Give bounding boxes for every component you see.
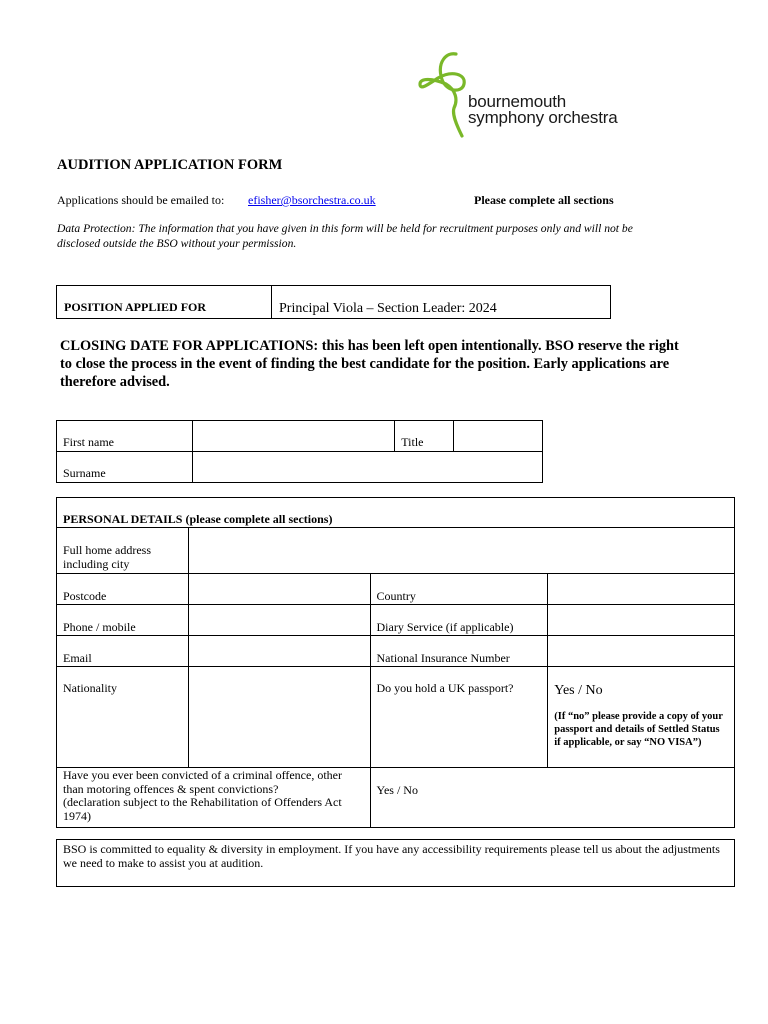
- email-link[interactable]: efisher@bsorchestra.co.uk: [248, 193, 376, 207]
- surname-label: Surname: [57, 452, 193, 483]
- treble-clef-icon: [416, 50, 476, 142]
- diary-label: Diary Service (if applicable): [370, 605, 548, 636]
- country-field[interactable]: [548, 574, 735, 605]
- first-name-label: First name: [57, 421, 193, 452]
- position-box: [56, 285, 611, 319]
- passport-note: (If “no” please provide a copy of your passport and details of Settled Status if applicable, or say “NO VISA”): [554, 711, 723, 748]
- email-field[interactable]: [188, 636, 370, 667]
- closing-date-note: CLOSING DATE FOR APPLICATIONS: this has been left open intentionally. BSO reserve the right to close the process in the event of finding the best candidate for the position. Early applications are therefore advised.: [60, 338, 679, 390]
- surname-field[interactable]: [192, 452, 542, 483]
- data-protection-note: Data Protection: The information that you have given in this form will be held for recruitment purposes only and will not be disclosed outside the BSO without your permission.: [57, 222, 633, 250]
- title-field[interactable]: [454, 421, 543, 452]
- criminal-answer[interactable]: Yes / No: [370, 768, 735, 828]
- criminal-question: Have you ever been convicted of a criminal offence, other than motoring offences & spent convictions? (declaration subject to the Rehabilitation of Offenders Act 1974): [57, 768, 371, 828]
- ni-label: National Insurance Number: [370, 636, 548, 667]
- equality-statement: BSO is committed to equality & diversity in employment. If you have any accessibility requirements please tell us about the adjustments we need to make to assist you at audition.: [56, 839, 735, 887]
- title-label: Title: [395, 421, 454, 452]
- email-label: Email: [57, 636, 189, 667]
- uk-passport-label: Do you hold a UK passport?: [370, 667, 548, 768]
- logo-line-2: symphony orchestra: [468, 108, 618, 127]
- ni-field[interactable]: [548, 636, 735, 667]
- address-field[interactable]: [188, 528, 734, 574]
- nationality-field[interactable]: [188, 667, 370, 768]
- names-table: [56, 420, 543, 483]
- postcode-label: Postcode: [57, 574, 189, 605]
- diary-field[interactable]: [548, 605, 735, 636]
- personal-details-heading: PERSONAL DETAILS (please complete all sections): [57, 498, 735, 528]
- address-label: Full home address including city: [57, 528, 189, 574]
- email-instruction: Applications should be emailed to:: [57, 193, 225, 207]
- bso-logo: [416, 50, 656, 142]
- phone-field[interactable]: [188, 605, 370, 636]
- personal-details-table: [56, 497, 735, 828]
- phone-label: Phone / mobile: [57, 605, 189, 636]
- first-name-field[interactable]: [192, 421, 394, 452]
- country-label: Country: [370, 574, 548, 605]
- passport-answer[interactable]: Yes / No: [554, 683, 603, 698]
- position-value: Principal Viola – Section Leader: 2024: [279, 301, 497, 316]
- position-label: POSITION APPLIED FOR: [57, 286, 272, 318]
- logo-line-1: bournemouth: [468, 92, 566, 111]
- complete-all-note: Please complete all sections: [474, 193, 614, 207]
- nationality-label: Nationality: [57, 667, 189, 768]
- postcode-field[interactable]: [188, 574, 370, 605]
- form-title: AUDITION APPLICATION FORM: [57, 157, 283, 173]
- uk-passport-cell: [548, 667, 735, 768]
